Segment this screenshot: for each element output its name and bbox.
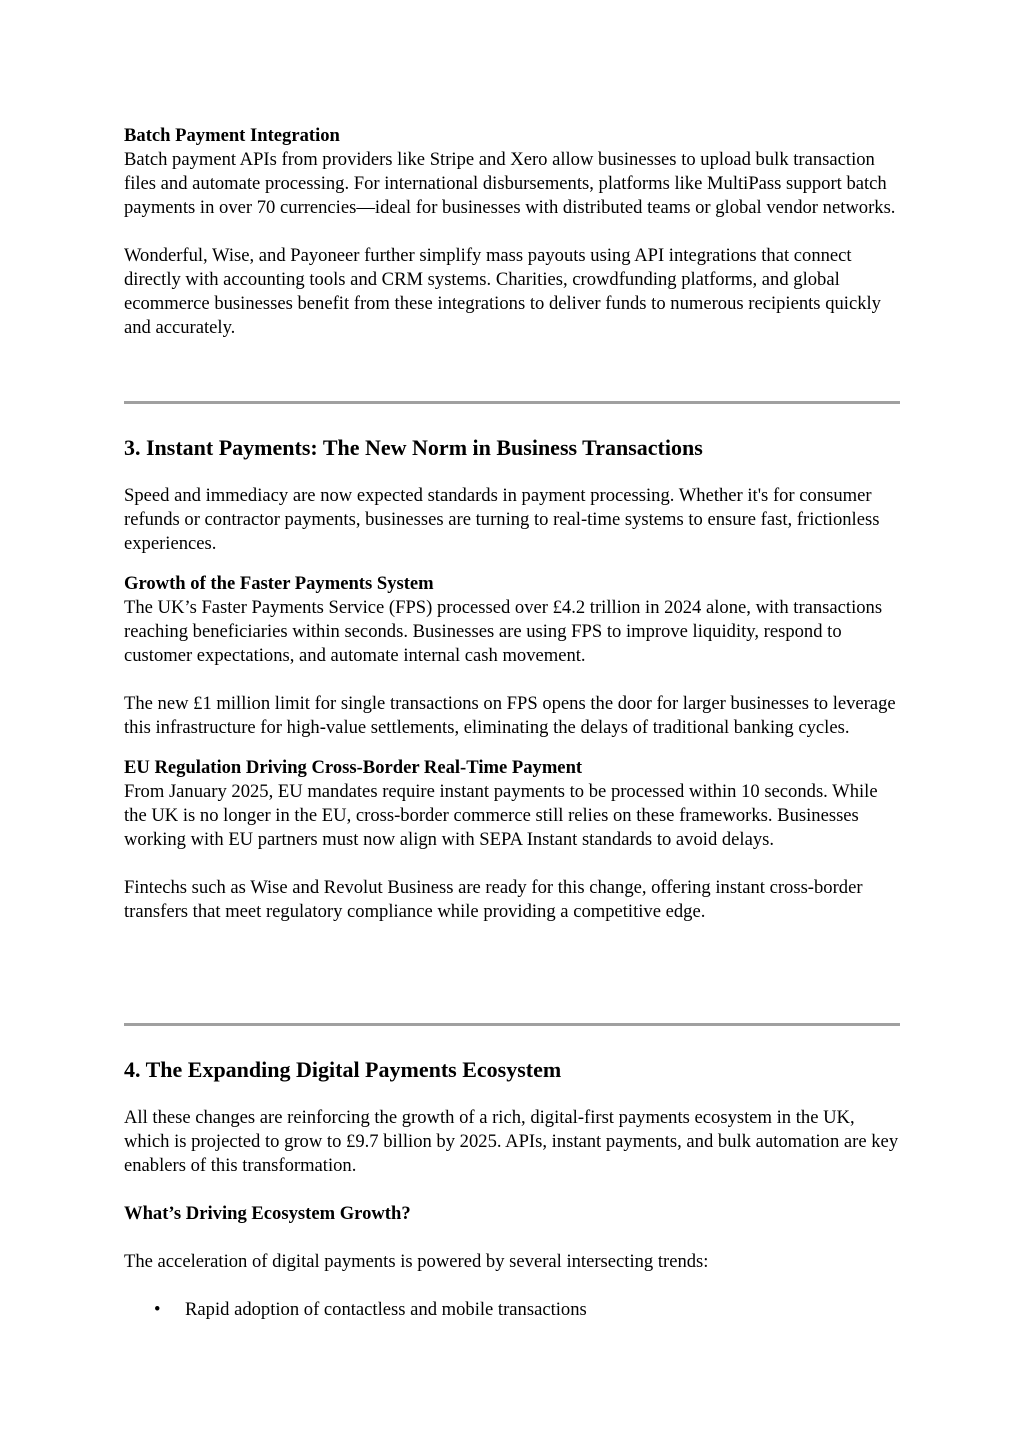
section-4-intro: All these changes are reinforcing the growth of a rich, digital-first payments ecosystem in the UK, which is projected to grow to £9.7 billion by 2025. APIs, instant payments, and bulk automation are key enablers of this transformation.	[124, 1107, 899, 1176]
fps-para-2: The new £1 million limit for single transactions on FPS opens the door for larger businesses to leverage this infrastructure for high-value settlements, eliminating the delays of traditional banking cycles.	[124, 693, 896, 738]
section-3-intro: Speed and immediacy are now expected standards in payment processing. Whether it's for consumer refunds or contractor payments, businesses are turning to real-time systems to ensure fast, frictionless experiences.	[124, 485, 880, 554]
section-3-title: 3. Instant Payments: The New Norm in Business Transactions	[124, 435, 703, 460]
eu-heading: EU Regulation Driving Cross-Border Real-Time Payment	[124, 757, 583, 778]
batch-para-1: Batch payment APIs from providers like Stripe and Xero allow businesses to upload bulk transaction files and automate processing. For international disbursements, platforms like MultiPass support batch payments in over 70 currencies—ideal for businesses with distributed teams or global vendor networks.	[124, 149, 896, 218]
batch-para-2: Wonderful, Wise, and Payoneer further simplify mass payouts using API integrations that connect directly with accounting tools and CRM systems. Charities, crowdfunding platforms, and global ecommerce businesses benefit from these integrations to deliver funds to numerous recipients quickly and accurately.	[124, 245, 881, 338]
fps-heading: Growth of the Faster Payments System	[124, 573, 434, 594]
driving-heading: What’s Driving Ecosystem Growth?	[124, 1203, 411, 1224]
section-3-body	[124, 484, 900, 924]
section-divider	[124, 401, 900, 404]
fps-para-1: The UK’s Faster Payments Service (FPS) processed over £4.2 trillion in 2024 alone, with transactions reaching beneficiaries within seconds. Businesses are using FPS to improve liquidity, respond to customer expectations, and automate internal cash movement.	[124, 597, 883, 666]
batch-section	[124, 124, 900, 340]
eu-para-2: Fintechs such as Wise and Revolut Business are ready for this change, offering instant cross-border transfers that meet regulatory compliance while providing a competitive edge.	[124, 877, 863, 922]
eu-para-1: From January 2025, EU mandates require instant payments to be processed within 10 seconds. While the UK is no longer in the EU, cross-border commerce still relies on these frameworks. Businesses working with EU partners must now align with SEPA Instant standards to avoid delays.	[124, 781, 878, 850]
batch-heading: Batch Payment Integration	[124, 125, 340, 146]
section-divider	[124, 1023, 900, 1026]
list-item-text: Rapid adoption of contactless and mobile transactions	[185, 1299, 587, 1320]
driving-intro: The acceleration of digital payments is powered by several intersecting trends:	[124, 1251, 709, 1272]
section-4-title: 4. The Expanding Digital Payments Ecosystem	[124, 1057, 562, 1082]
bullet-icon: •	[154, 1299, 161, 1320]
section-4-body	[124, 1106, 900, 1274]
